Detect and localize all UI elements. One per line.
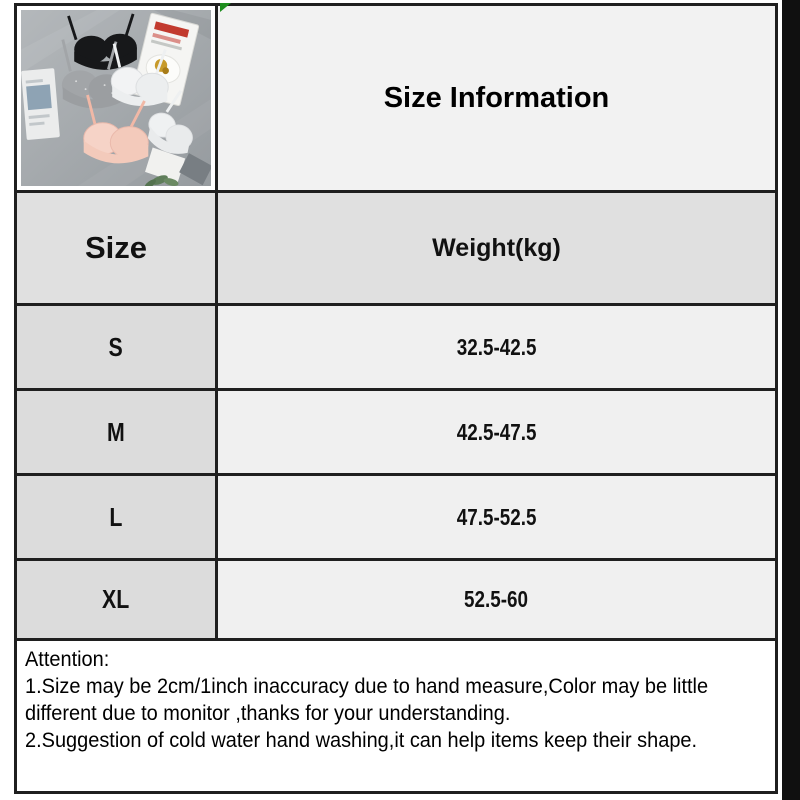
- weight-cell: [218, 561, 775, 638]
- magazine: [21, 68, 60, 140]
- size-cell: [17, 561, 218, 638]
- product-photo-cell: [17, 6, 218, 190]
- weight-value: 42.5-47.5: [456, 418, 537, 445]
- size-cell: [17, 391, 218, 473]
- attention-note-2: 2.Suggestion of cold water hand washing,it can help items keep their shape.: [25, 729, 698, 752]
- size-value: S: [108, 331, 124, 362]
- right-black-band: [782, 0, 800, 800]
- page-title: Size Information: [383, 81, 610, 114]
- table-row-l: [17, 473, 775, 558]
- size-column-label: Size: [84, 230, 148, 265]
- weight-value: 47.5-52.5: [456, 503, 537, 530]
- size-value: XL: [102, 584, 130, 614]
- size-cell: [17, 306, 218, 388]
- weight-column-label: Weight(kg): [432, 233, 561, 262]
- green-corner-marker: [220, 3, 231, 12]
- table-row-xl: [17, 558, 775, 638]
- weight-cell: [218, 391, 775, 473]
- size-information-cell: [218, 6, 775, 190]
- attention-note-1: 1.Size may be 2cm/1inch inaccuracy due to hand measure,Color may be little different due to monitor ,thanks for your understanding.: [25, 675, 709, 725]
- weight-column-header: [218, 193, 775, 303]
- size-value: M: [107, 416, 125, 447]
- table-row-s: [17, 303, 775, 388]
- table-header-row: [17, 190, 775, 303]
- size-column-header: [17, 193, 218, 303]
- size-value: L: [109, 501, 123, 532]
- weight-cell: [218, 306, 775, 388]
- product-photo: [21, 10, 211, 186]
- attention-title: Attention:: [25, 648, 110, 671]
- size-cell: [17, 476, 218, 558]
- top-row: [17, 6, 775, 190]
- weight-cell: [218, 476, 775, 558]
- weight-value: 52.5-60: [464, 586, 529, 612]
- table-row-m: [17, 388, 775, 473]
- weight-value: 32.5-42.5: [456, 333, 537, 360]
- size-chart-sheet: [14, 3, 778, 794]
- attention-section: [17, 638, 775, 791]
